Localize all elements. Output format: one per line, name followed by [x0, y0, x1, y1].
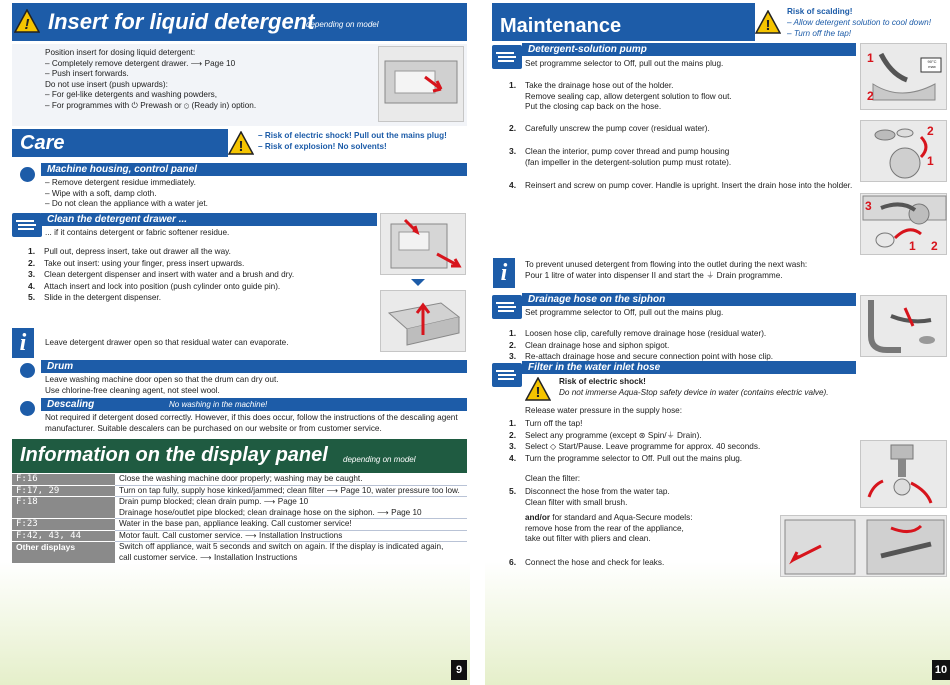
hand-icon [12, 213, 42, 237]
insert-line: – Completely remove detergent drawer. ⟶ Page 10 [45, 58, 236, 68]
svg-text:2: 2 [867, 89, 874, 103]
step-text: Pull out, depress insert, take out drawer all the way. [44, 247, 231, 256]
filter-step [509, 441, 760, 453]
svg-text:2: 2 [927, 124, 934, 138]
warning-icon [525, 377, 551, 403]
svg-text:!: ! [535, 384, 541, 401]
warning-icon [755, 10, 781, 36]
descaling-line: Not required if detergent dosed correctly. However, if this does occur, follow the instructions of the descaling agent [45, 413, 458, 422]
error-desc [115, 485, 467, 497]
step-line [509, 146, 731, 158]
down-arrow-icon [411, 279, 425, 286]
step-number: 1. [28, 246, 36, 256]
step-text: Slide in the detergent dispenser. [44, 293, 161, 302]
step-text: Clean the interior, pump cover thread and pump housing [525, 147, 730, 156]
filter-shock-title: Risk of electric shock! [559, 377, 646, 386]
drawer-step [28, 281, 294, 293]
table-row [12, 497, 467, 519]
siphon-intro: Set programme selector to Off, pull out the mains plug. [525, 308, 724, 317]
siphon-step [509, 340, 773, 352]
step-text: Put the closing cap back on the hose. [525, 102, 662, 111]
table-row [12, 530, 467, 542]
housing-line: – Remove detergent residue immediately. [45, 178, 196, 187]
scald-title: Risk of scalding! [787, 7, 853, 16]
error-desc-line: Switch off appliance, wait 5 seconds and switch on again. If the display is indicated again, [119, 542, 444, 551]
svg-text:!: ! [238, 138, 244, 155]
step-number: 4. [509, 452, 517, 463]
insert-title: Insert for liquid detergent [48, 9, 315, 34]
page-number: 9 [451, 660, 467, 680]
drain-hose-illustration [860, 43, 947, 110]
svg-text:1: 1 [927, 154, 934, 168]
pump-step [509, 180, 852, 192]
drawer-info: Leave detergent drawer open so that residual water can evaporate. [45, 338, 289, 347]
insert-line: – For programmes with ⏻ Prewash or ⊙ (Ready in) option. [45, 100, 257, 110]
filter-step5 [509, 486, 670, 508]
filter-shock-note: Do not immerse Aqua-Stop safety device in water (contains electric valve). [559, 388, 829, 397]
error-desc-line: Water in the base pan, appliance leaking. Call customer service! [119, 519, 352, 528]
drum-text [45, 375, 279, 396]
step-number: 6. [509, 557, 517, 567]
step-text: Turn the programme selector to Off. Pull out the mains plug. [525, 453, 743, 463]
info-icon: i [493, 258, 515, 288]
error-code: F:18 [12, 497, 115, 519]
display-subtitle: depending on model [343, 455, 416, 464]
scald-warning-box [755, 3, 947, 41]
warning-icon [14, 9, 40, 35]
svg-text:2: 2 [931, 239, 938, 253]
housing-line: – Do not clean the appliance with a water jet. [45, 199, 208, 208]
error-desc-line: Turn on tap fully, supply hose kinked/jammed; clean filter ⟶ Page 10, water pressure too low. [119, 485, 460, 495]
descaling-header [41, 398, 467, 411]
info-line: Pour 1 litre of water into dispenser II and start the ⏚ Drain programme. [525, 270, 783, 280]
filter-header: Filter in the water inlet hose [522, 361, 856, 374]
error-desc [115, 542, 467, 564]
step-text: Clean filter with small brush. [525, 497, 628, 507]
filter-andor [525, 513, 693, 545]
table-row [12, 542, 467, 564]
info-line: To prevent unused detergent from flowing into the outlet during the next wash: [525, 260, 808, 269]
pump-header: Detergent-solution pump [522, 43, 856, 56]
housing-line: – Wipe with a soft, damp cloth. [45, 188, 157, 198]
step-line [509, 80, 732, 92]
step-text: Select ◇ Start/Pause. Leave programme for approx. 40 seconds. [525, 442, 761, 451]
tap-filter-illustration [860, 440, 947, 508]
step-number: 3. [509, 146, 517, 156]
insert-text [45, 48, 256, 111]
filter-release: Release water pressure in the supply hose: [525, 406, 683, 415]
siphon-header: Drainage hose on the siphon [522, 293, 856, 306]
andor-line: remove hose from the rear of the appliance, [525, 523, 684, 533]
max-temperature-badge: 90°C max [927, 59, 937, 69]
error-code: F:42, 43, 44 [12, 530, 115, 542]
error-desc [115, 497, 467, 519]
right-page [485, 0, 950, 685]
filter-step [509, 430, 760, 442]
step-text: Reinsert and screw on pump cover. Handle is upright. Insert the drain hose into the holder. [525, 181, 853, 190]
pump-step [509, 146, 731, 168]
error-code: F:23 [12, 519, 115, 531]
step-text: Carefully unscrew the pump cover (residual water). [525, 124, 710, 133]
siphon-step [509, 328, 773, 340]
step-text: Take out insert: using your finger, press insert upwards. [44, 258, 245, 268]
step-text: Re-attach drainage hose and secure connection point with hose clip. [525, 352, 774, 361]
filter-step [509, 453, 760, 465]
bullet-icon [20, 167, 35, 182]
drum-line: Leave washing machine door open so that the drum can dry out. [45, 375, 279, 384]
pump-reinsert-illustration [860, 193, 947, 255]
step-text: Clean drainage hose and siphon spigot. [525, 340, 670, 350]
maintenance-title: Maintenance [500, 15, 622, 37]
insert-line: Do not use insert (push upwards): [45, 79, 168, 89]
housing-header: Machine housing, control panel [41, 163, 467, 176]
andor-text: for standard and Aqua-Secure models: [550, 513, 693, 522]
warning-icon [228, 131, 254, 157]
step-text: (fan impeller in the detergent-solution pump must rotate). [525, 157, 732, 167]
bullet-icon [20, 401, 35, 416]
drawer-steps [28, 246, 294, 304]
andor-line: take out filter with pliers and clean. [525, 534, 651, 543]
descaling-line: manufacturer. Suitable descalers can be purchased on our website or from customer service. [45, 423, 382, 433]
table-row [12, 474, 467, 485]
drawer-intro: ... if it contains detergent or fabric softener residue. [45, 228, 230, 237]
svg-text:!: ! [765, 17, 771, 34]
hand-icon [492, 363, 522, 387]
bullet-icon [20, 363, 35, 378]
error-code: Other displays [12, 542, 115, 564]
andor-line [525, 513, 693, 524]
table-row [12, 485, 467, 497]
care-warning-explosion: – Risk of explosion! No solvents! [258, 142, 387, 151]
error-desc [115, 474, 467, 485]
drum-line: Use chlorine-free cleaning agent, not steel wool. [45, 385, 220, 395]
error-desc [115, 530, 467, 542]
step-number: 4. [28, 280, 36, 291]
pump-cover-illustration [860, 120, 947, 182]
svg-text:3: 3 [865, 199, 872, 213]
filter-step [509, 418, 760, 430]
insert-line: – For gel-like detergents and washing powders, [45, 90, 218, 99]
step-number: 2. [509, 429, 517, 440]
page-number: 10 [932, 660, 950, 680]
insert-line: – Push insert forwards. [45, 69, 129, 78]
error-desc [115, 519, 467, 531]
error-desc-line: Drain pump blocked; clean drain pump. ⟶ Page 10 [119, 497, 309, 506]
filter-step6 [509, 557, 664, 569]
scald-line: – Allow detergent solution to cool down! [787, 18, 931, 27]
care-warning-box [228, 129, 467, 157]
svg-text:1: 1 [909, 239, 916, 253]
display-title: Information on the display panel [20, 444, 328, 466]
insert-line: Position insert for dosing liquid detergent: [45, 48, 196, 57]
step-text: Attach insert and lock into position (push cylinder onto guide pin). [44, 281, 281, 291]
descaling-title: Descaling [47, 399, 95, 410]
pump-info [525, 260, 807, 281]
care-title: Care [20, 132, 65, 154]
siphon-steps [509, 328, 773, 363]
step-number: 2. [509, 123, 517, 133]
insert-subtitle: depending on model [306, 20, 379, 29]
step-number: 4. [509, 180, 517, 190]
hand-icon [492, 295, 522, 319]
step-text: Disconnect the hose from the water tap. [525, 487, 670, 496]
table-row [12, 519, 467, 531]
step-number: 1. [509, 328, 517, 338]
error-code: F:16 [12, 474, 115, 485]
display-header [12, 439, 467, 473]
step-number: 5. [28, 292, 36, 302]
step-text: Loosen hose clip, carefully remove drainage hose (residual water). [525, 329, 767, 338]
error-desc-line: Motor fault. Call customer service. ⟶ Installation Instructions [119, 530, 343, 540]
drawer-step [28, 292, 294, 304]
error-code: F:17, 29 [12, 485, 115, 497]
step-text: Turn off the tap! [525, 419, 583, 428]
rear-filter-illustration [780, 515, 947, 577]
care-warning-shock: – Risk of electric shock! Pull out the mains plug! [258, 131, 447, 140]
step-number: 3. [509, 351, 517, 361]
step-number: 2. [509, 339, 517, 350]
error-desc-line: Drainage hose/outlet pipe blocked; clean drainage hose on the siphon. ⟶ Page 10 [119, 507, 422, 517]
filter-steps [509, 418, 760, 464]
andor-label: and/or [525, 513, 551, 522]
pump-step [509, 80, 732, 113]
housing-text [45, 178, 208, 210]
drawer-header: Clean the detergent drawer ... [41, 213, 377, 226]
insert-header [12, 3, 467, 41]
step-text: Connect the hose and check for leaks. [525, 558, 665, 567]
info-icon: i [12, 328, 34, 358]
step-number: 1. [509, 418, 517, 428]
step-text: Select any programme (except ⊛ Spin/⏚ Drain). [525, 430, 702, 440]
step-number: 5. [509, 486, 517, 496]
drawer-step [28, 246, 294, 258]
insert-lock-illustration [380, 290, 466, 352]
drawer-step [28, 258, 294, 270]
descaling-text [45, 413, 458, 434]
error-code-table [12, 474, 467, 564]
pump-step [509, 123, 710, 135]
filter-clean: Clean the filter: [525, 474, 581, 483]
step-number: 3. [28, 269, 36, 279]
scald-line: – Turn off the tap! [787, 29, 852, 38]
step-text: Remove sealing cap, allow detergent solution to flow out. [525, 91, 732, 101]
error-desc-line: Close the washing machine door properly; washing may be caught. [119, 474, 363, 483]
descaling-note: No washing in the machine! [169, 400, 268, 409]
svg-text:1: 1 [867, 51, 874, 65]
step-line [509, 486, 670, 498]
detergent-insert-illustration [378, 46, 464, 122]
step-text: Take the drainage hose out of the holder. [525, 81, 674, 90]
siphon-illustration [860, 295, 947, 357]
svg-text:!: ! [24, 16, 30, 33]
drum-header: Drum [41, 360, 467, 373]
drawer-step [28, 269, 294, 281]
step-number: 1. [509, 80, 517, 90]
step-number: 2. [28, 257, 36, 268]
pump-intro: Set programme selector to Off, pull out the mains plug. [525, 59, 724, 68]
left-page [0, 0, 470, 685]
error-desc-line: call customer service. ⟶ Installation Instructions [119, 552, 298, 562]
step-text: Clean detergent dispenser and insert with water and a brush and dry. [44, 270, 295, 279]
step-number: 3. [509, 441, 517, 451]
hand-icon [492, 45, 522, 69]
drawer-removal-illustration [380, 213, 466, 275]
